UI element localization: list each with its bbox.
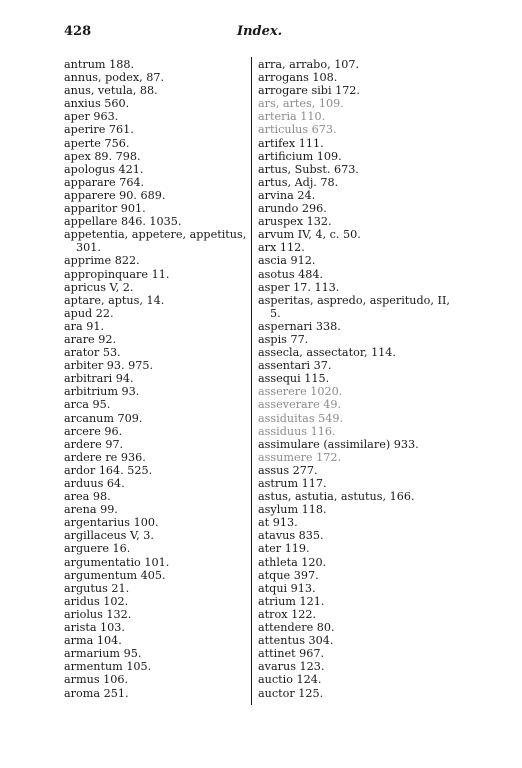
column-divider bbox=[251, 57, 252, 705]
index-entry: arguere 16. bbox=[64, 542, 131, 556]
index-entry: 5. bbox=[270, 306, 281, 320]
index-entry: arbitrari 94. bbox=[64, 372, 134, 386]
index-entry: astrum 117. bbox=[258, 477, 327, 490]
index-entry: assequi 115. bbox=[258, 372, 330, 386]
index-entry: ars, artes, 109. bbox=[258, 97, 344, 111]
index-entry: arista 103. bbox=[64, 621, 125, 635]
index-entry: artifex 111. bbox=[258, 136, 324, 150]
index-entry: assiduus 116. bbox=[258, 424, 336, 438]
index-entry: atrium 121. bbox=[258, 594, 325, 608]
index-entry: arx 112. bbox=[258, 241, 305, 255]
index-entry: aspernari 338. bbox=[258, 319, 341, 333]
index-entry: argumentatio 101. bbox=[64, 555, 170, 569]
index-entry: artificium 109. bbox=[258, 149, 342, 163]
index-entry: arare 92. bbox=[64, 332, 117, 346]
index-entry: arbiter 93. 975. bbox=[64, 359, 154, 373]
index-entry: aptare, aptus, 14. bbox=[64, 293, 165, 307]
index-entry: attentus 304. bbox=[258, 634, 334, 648]
index-entry: atqui 913. bbox=[258, 581, 316, 595]
index-entry: arrogare sibi 172. bbox=[258, 84, 360, 98]
index-entry: asserere 1020. bbox=[258, 385, 343, 399]
index-entry: articulus 673. bbox=[258, 123, 337, 137]
index-entry: ariolus 132. bbox=[64, 607, 132, 621]
index-entry: atque 397. bbox=[258, 568, 319, 582]
index-entry: annus, podex, 87. bbox=[64, 71, 165, 85]
index-entry: arteria 110. bbox=[258, 110, 326, 124]
index-entry: asperitas, aspredo, asperitudo, II, bbox=[258, 293, 450, 307]
index-entry: apparere 90. 689. bbox=[64, 188, 166, 202]
index-entry: asylum 118. bbox=[258, 503, 327, 517]
index-entry: assus 277. bbox=[258, 463, 318, 477]
index-entry: atrox 122. bbox=[258, 607, 317, 621]
index-entry: apex 89. 798. bbox=[64, 149, 141, 163]
index-entry: ardor 164. 525. bbox=[64, 463, 153, 477]
index-entry: arma 104. bbox=[64, 634, 122, 648]
index-entry: apprime 822. bbox=[64, 254, 140, 268]
index-entry: armus 106. bbox=[64, 673, 129, 687]
index-entry: ascia 912. bbox=[258, 254, 316, 268]
index-entry: ardere 97. bbox=[64, 437, 124, 451]
index-entry: arundo 296. bbox=[258, 202, 327, 216]
index-entry: astus, astutia, astutus, 166. bbox=[258, 490, 415, 504]
running-head: Index. bbox=[237, 24, 283, 39]
index-entry: aspis 77. bbox=[258, 332, 309, 346]
index-entry: argentarius 100. bbox=[64, 516, 159, 530]
index-entry: aruspex 132. bbox=[258, 215, 332, 229]
index-entry: argutus 21. bbox=[64, 581, 130, 595]
index-entry: arbitrium 93. bbox=[64, 385, 140, 399]
index-entry: aroma 251. bbox=[64, 686, 129, 700]
index-entry: ater 119. bbox=[258, 542, 310, 556]
index-entry: apud 22. bbox=[64, 306, 114, 320]
index-entry: auctor 125. bbox=[258, 686, 324, 700]
page-number: 428 bbox=[64, 24, 92, 39]
index-entry: arvum IV, 4, c. 50. bbox=[258, 228, 361, 242]
index-column-right bbox=[258, 58, 458, 700]
index-entry: attinet 967. bbox=[258, 647, 325, 661]
index-entry: attendere 80. bbox=[258, 621, 335, 635]
index-entry: assentari 37. bbox=[258, 359, 332, 373]
index-entry: assumere 172. bbox=[258, 450, 342, 464]
index-entry: ara 91. bbox=[64, 319, 105, 333]
index-entry: apparitor 901. bbox=[64, 202, 146, 216]
index-entry: athleta 120. bbox=[258, 555, 327, 569]
index-entry: argumentum 405. bbox=[64, 568, 166, 582]
index-entry: assecla, assectator, 114. bbox=[258, 346, 396, 360]
index-entry: aperire 761. bbox=[64, 123, 134, 137]
index-entry: assimulare (assimilare) 933. bbox=[258, 437, 419, 451]
index-entry: arca 95. bbox=[64, 398, 111, 412]
index-entry: artus, Adj. 78. bbox=[258, 175, 339, 189]
index-entry: arena 99. bbox=[64, 503, 118, 517]
index-entry: anus, vetula, 88. bbox=[64, 84, 158, 98]
index-entry: anxius 560. bbox=[64, 97, 130, 111]
index-entry: artus, Subst. 673. bbox=[258, 162, 359, 176]
index-entry: auctio 124. bbox=[258, 673, 322, 687]
index-entry: apricus V, 2. bbox=[64, 280, 134, 294]
index-entry: aperte 756. bbox=[64, 136, 130, 150]
index-entry: avarus 123. bbox=[258, 660, 325, 674]
index-entry: atavus 835. bbox=[258, 529, 324, 543]
index-entry: asotus 484. bbox=[258, 267, 324, 281]
index-entry: aper 963. bbox=[64, 110, 119, 124]
index-entry: antrum 188. bbox=[64, 58, 134, 71]
index-entry: arvina 24. bbox=[258, 188, 316, 202]
index-entry: area 98. bbox=[64, 490, 111, 504]
index-entry: 301. bbox=[76, 241, 101, 255]
index-entry: arra, arrabo, 107. bbox=[258, 58, 360, 71]
index-entry: armentum 105. bbox=[64, 660, 152, 674]
index-entry: armarium 95. bbox=[64, 647, 142, 661]
index-entry: at 913. bbox=[258, 516, 298, 530]
index-entry: assiduitas 549. bbox=[258, 411, 344, 425]
index-entry: asseverare 49. bbox=[258, 398, 342, 412]
index-entry: arcanum 709. bbox=[64, 411, 143, 425]
index-entry: arrogans 108. bbox=[258, 71, 338, 85]
index-entry: apparare 764. bbox=[64, 175, 145, 189]
index-entry: appetentia, appetere, appetitus, bbox=[64, 228, 247, 242]
index-entry: apologus 421. bbox=[64, 162, 144, 176]
index-entry: aridus 102. bbox=[64, 594, 129, 608]
index-entry: ardere re 936. bbox=[64, 450, 146, 464]
index-entry: arcere 96. bbox=[64, 424, 123, 438]
index-column-left bbox=[64, 58, 248, 700]
index-entry: appropinquare 11. bbox=[64, 267, 170, 281]
index-entry: arduus 64. bbox=[64, 477, 125, 490]
index-entry: appellare 846. 1035. bbox=[64, 215, 182, 229]
index-entry: argillaceus V, 3. bbox=[64, 529, 154, 543]
index-entry: arator 53. bbox=[64, 346, 121, 360]
index-entry: asper 17. 113. bbox=[258, 280, 340, 294]
